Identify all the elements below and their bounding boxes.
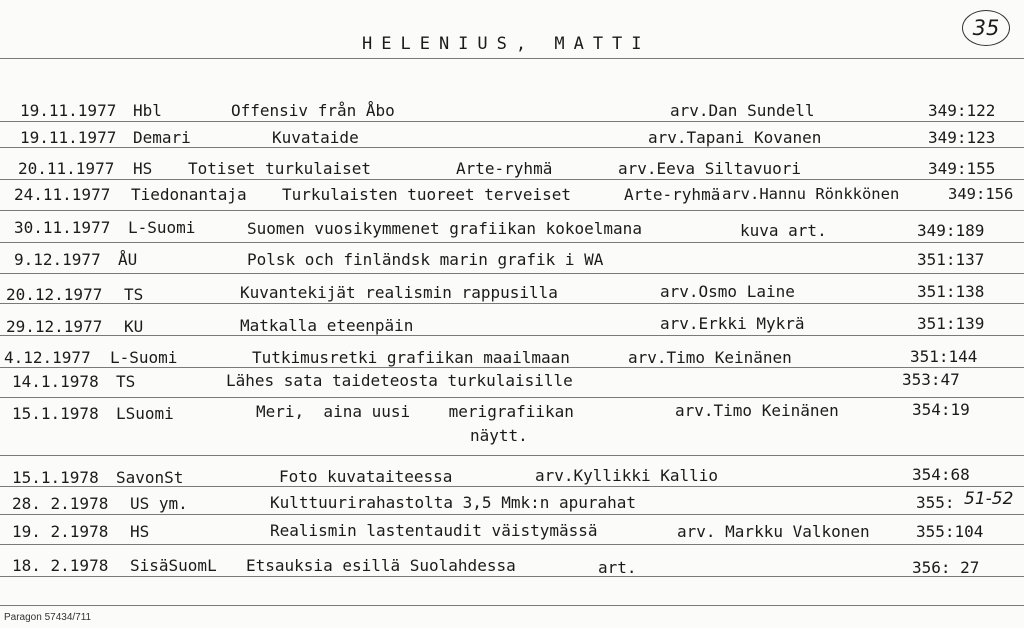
entry-author: arv.Osmo Laine (660, 282, 795, 301)
rule (0, 367, 1024, 368)
entry-author: arv.Timo Keinänen (675, 401, 839, 420)
entry-title: Realismin lastentaudit väistymässä (270, 521, 598, 540)
entry-paper: TS (116, 372, 136, 391)
entry-paper: L-Suomi (110, 348, 178, 367)
rule (0, 242, 1024, 243)
rule (0, 210, 1024, 211)
entry-title: Matkalla eteenpäin (240, 316, 414, 335)
entry-title: Tutkimusretki grafiikan maailmaan (252, 348, 570, 367)
rule (0, 514, 1024, 515)
rule (0, 179, 1024, 180)
entry-paper: L-Suomi (128, 218, 196, 237)
entry-ref: 351:137 (917, 250, 985, 269)
entry-ref: 349:123 (928, 128, 996, 147)
entry-title: Kulttuurirahastolta 3,5 Mmk:n apurahat (270, 493, 637, 512)
entry-ref: 349:189 (917, 221, 985, 240)
card-footer: Paragon 57434/711 (4, 612, 92, 623)
entry-ref: 356: 27 (912, 558, 980, 577)
rule (0, 121, 1024, 122)
entry-author: arv.Timo Keinänen (628, 348, 792, 367)
entry-ref: 349:155 (928, 159, 996, 178)
rule (0, 576, 1024, 577)
entry-paper: TS (124, 285, 144, 304)
entry-paper: HS (133, 159, 153, 178)
rule (0, 58, 1024, 59)
entry-title: Etsauksia esillä Suolahdessa (246, 556, 516, 575)
card-title: HELENIUS, MATTI (362, 34, 651, 54)
entry-title: Turkulaisten tuoreet terveiset (282, 185, 571, 204)
entry-author: arv. Markku Valkonen (677, 522, 870, 541)
entry-date: 19.11.1977 (20, 101, 117, 120)
entry-paper: ÅU (118, 250, 138, 269)
entry-paper: HS (130, 522, 150, 541)
entry-date: 14.1.1978 (12, 372, 99, 391)
entry-date: 30.11.1977 (14, 218, 111, 237)
rule (0, 544, 1024, 545)
entry-paper: SavonSt (116, 468, 184, 487)
entry-ref: 351:144 (910, 347, 978, 366)
entry-date: 24.11.1977 (14, 185, 111, 204)
entry-paper: SisäSuomL (130, 556, 217, 575)
rule (0, 147, 1024, 148)
entry-date: 18. 2.1978 (12, 556, 109, 575)
entry-title: Suomen vuosikymmenet grafiikan kokoelmana (247, 219, 642, 238)
card-number: 35 (962, 10, 1010, 46)
entry-author: kuva art. (740, 221, 827, 240)
rule (0, 397, 1024, 398)
entry-date: 9.12.1977 (14, 250, 101, 269)
entry-title: Polsk och finländsk marin grafik i WA (247, 250, 604, 269)
entry-ref-handwritten: 51-52 (964, 489, 1014, 509)
entry-ref: 351:139 (917, 314, 985, 333)
entry-ref: 355:104 (916, 522, 984, 541)
rule (0, 335, 1024, 336)
entry-title: Lähes sata taideteosta turkulaisille (226, 371, 573, 390)
entry-date: 20.11.1977 (18, 159, 115, 178)
entry-ref: 349:156 (948, 185, 1014, 203)
entry-author: arv.Erkki Mykrä (660, 314, 805, 333)
entry-title: Totiset turkulaiset (188, 159, 372, 178)
entry-ref: 349:122 (928, 101, 996, 120)
entry-paper: US ym. (130, 494, 188, 513)
entry-title: Foto kuvataiteessa (279, 467, 453, 486)
entry-date: 20.12.1977 (6, 285, 103, 304)
entry-title-continued: näytt. (470, 426, 528, 445)
entry-title: Offensiv från Åbo (231, 101, 395, 120)
entry-author: arv.Kyllikki Kallio (535, 466, 719, 485)
entry-group: Arte-ryhmä (456, 159, 553, 178)
entry-date: 19. 2.1978 (12, 522, 109, 541)
rule (0, 605, 1024, 606)
rule (0, 273, 1024, 274)
entry-date: 29.12.1977 (6, 317, 103, 336)
entry-paper: LSuomi (116, 404, 174, 423)
entry-ref: 351:138 (917, 282, 985, 301)
entry-group: Arte-ryhmä (624, 185, 721, 204)
entry-date: 4.12.1977 (4, 348, 91, 367)
entry-author: arv.Tapani Kovanen (648, 128, 822, 147)
entry-author: arv.Hannu Rönkkönen (722, 185, 900, 203)
entry-ref: 353:47 (902, 370, 960, 389)
rule (0, 455, 1024, 456)
entry-paper: Tiedonantaja (131, 185, 247, 204)
entry-author: art. (598, 558, 637, 577)
entry-ref: 355: (916, 493, 955, 512)
entry-author: arv.Dan Sundell (670, 101, 815, 120)
entry-date: 15.1.1978 (12, 468, 99, 487)
rule (0, 303, 1024, 304)
entry-date: 19.11.1977 (20, 128, 117, 147)
entry-date: 28. 2.1978 (12, 494, 109, 513)
entry-author: arv.Eeva Siltavuori (618, 159, 802, 178)
entry-title: Kuvataide (272, 128, 359, 147)
entry-title: Kuvantekijät realismin rappusilla (240, 283, 558, 302)
entry-ref: 354:19 (912, 400, 970, 419)
entry-paper: Demari (133, 128, 191, 147)
entry-ref: 354:68 (912, 465, 970, 484)
entry-title: Meri, aina uusi merigrafiikan (256, 402, 574, 421)
entry-paper: KU (124, 317, 144, 336)
entry-paper: Hbl (133, 101, 162, 120)
entry-date: 15.1.1978 (12, 404, 99, 423)
